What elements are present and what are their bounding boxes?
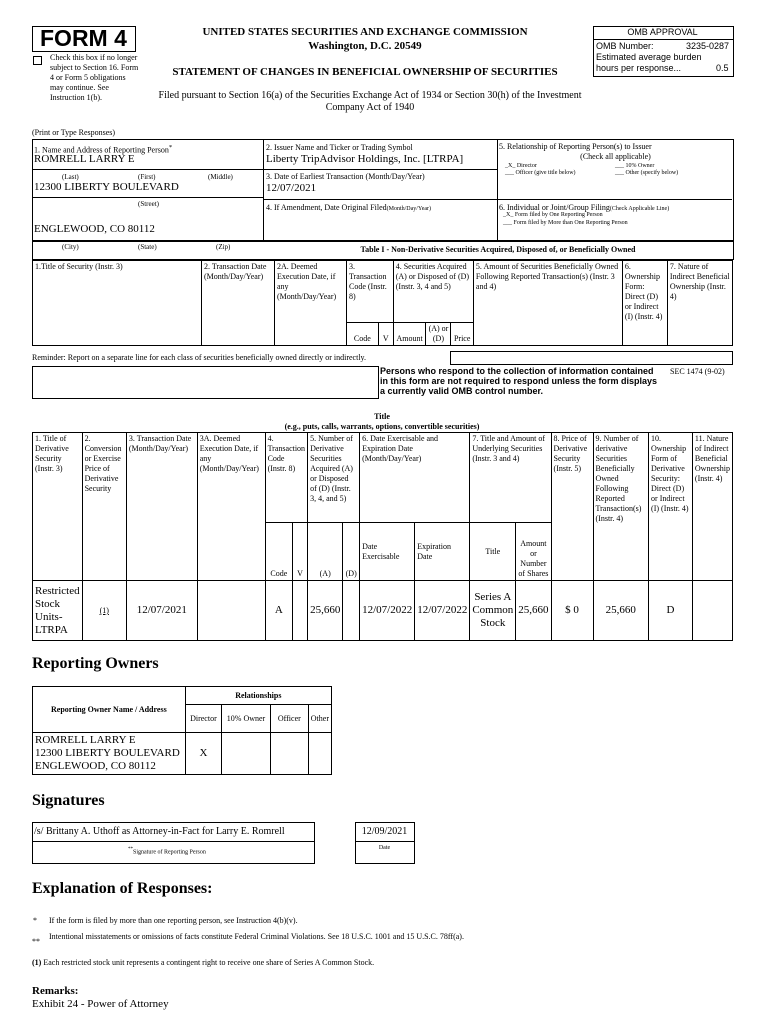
t1-sub-v: V [378,323,393,346]
t1-col-deemed: 2A. Deemed Execution Date, if any (Month/Day/Year) [275,261,347,346]
no-longer-subject-checkbox[interactable] [33,56,42,65]
issuer-name: Liberty TripAdvisor Holdings, Inc. [LTRPA] [266,153,464,165]
t2-h8: 8. Price of Derivative Security (Instr. 5) [551,433,593,581]
omb-number: 3235-0287 [686,41,730,51]
signatures-heading: Signatures [32,792,105,809]
t2-h2: 2. Conversion or Exercise Price of Derivative Security [82,433,126,581]
divider-v2 [497,139,498,240]
signature-label: **Signature of Reporting Person [128,847,206,856]
label-street: (Street) [138,200,159,208]
statement-title: STATEMENT OF CHANGES IN BENEFICIAL OWNERSHIP OF SECURITIES [172,66,558,78]
ro-officer-mark [270,733,308,775]
sec-code: SEC 1474 (9-02) [670,367,725,376]
label-first: (First) [138,173,156,181]
reporter-name: ROMRELL LARRY E [34,153,135,165]
t1-sub-amount: Amount [393,323,426,346]
note-2-mark: ** [32,937,40,946]
t2-sub-title: Title [470,523,516,581]
t2-date-exercisable: 12/07/2022 [360,581,415,641]
t2-owned-following: 25,660 [593,581,649,641]
t1-col-amount: 5. Amount of Securities Beneficially Owned Following Reported Transaction(s) (Instr. 3 and 4) [473,261,622,346]
omb-hours: 0.5 [716,63,729,73]
table-row [33,733,332,775]
ro-other-mark [308,733,331,775]
ro-owner10-mark [222,733,271,775]
reporter-street-line [32,197,263,198]
remarks: Exhibit 24 - Power of Attorney [32,998,169,1010]
t2-h7: 7. Title and Amount of Underlying Securities (Instr. 3 and 4) [470,433,551,523]
remarks-label: Remarks: [32,985,79,997]
agency-name: UNITED STATES SECURITIES AND EXCHANGE COMMISSION [202,26,528,38]
reminder-box-left [32,366,379,399]
t2-h1: 1. Title of Derivative Security (Instr. 3) [33,433,83,581]
ro-owner-city: ENGLEWOOD, CO 80112 [35,760,156,772]
reporter-city: ENGLEWOOD, CO 80112 [34,223,155,235]
t2-h6: 6. Date Exercisable and Expiration Date (Month/Day/Year) [360,433,470,523]
divider-v1 [263,139,264,240]
other-check: ___ Other (specify below) [615,170,679,176]
earliest-date-label: 3. Date of Earliest Transaction (Month/Day/Year) [266,172,425,181]
ro-other: Other [308,705,331,733]
ro-owner10: 10% Owner [222,705,271,733]
ro-owner-name: ROMRELL LARRY E [35,734,136,746]
issuer-line [263,169,497,170]
t2-v [293,581,308,641]
t2-h3a: 3A. Deemed Execution Date, if any (Month/Day/Year) [197,433,265,581]
reporter-label: 1. Name and Address of Reporting Person* [34,144,173,155]
t1-col-date: 2. Transaction Date (Month/Day/Year) [202,261,275,346]
omb-title: OMB APPROVAL [627,27,698,37]
t2-date: 12/07/2021 [126,581,197,641]
joint-filing-label: 6. Individual or Joint/Group Filing(Check Applicable Line) [499,203,670,212]
note-1: If the form is filed by more than one reporting person, see Instruction 4(b)(v). [49,916,298,925]
explanation-heading: Explanation of Responses: [32,880,213,897]
omb-divider [593,39,733,40]
earliest-date: 12/07/2021 [266,182,317,194]
t2-underlying-title: Series A Common Stock [470,581,516,641]
note-3: (1) Each restricted stock unit represents a contingent right to receive one share of Series A Common Stock. [32,958,375,967]
reporting-owners-table [32,686,332,775]
check-all-label: (Check all applicable) [580,152,651,161]
ro-owner-address [33,733,186,775]
t2-sub-d: (D) [343,523,360,581]
amendment-label: 4. If Amendment, Date Original Filed(Month/Day/Year) [266,203,432,212]
director-check: _X_ Director [505,163,537,169]
t2-security: Restricted Stock Units-LTRPA [33,581,83,641]
checkbox-note: Check this box if no longer subject to Section 16. Form 4 or Form 5 obligations may continue. See Instruction 1(b). [50,53,139,102]
ro-relationships: Relationships [185,687,331,705]
earliest-date-line [263,199,497,200]
label-last: (Last) [62,173,79,181]
filed-pursuant: Filed pursuant to Section 16(a) of the Securities Exchange Act of 1934 or Section 30(h) of the Investment Company Act of 1940 [158,90,582,113]
form-title: FORM 4 [40,25,127,51]
table2-title: Title [374,412,390,421]
t2-price: $ 0 [551,581,593,641]
agency-city: Washington, D.C. 20549 [308,40,422,52]
reporter-name-line [32,169,263,170]
t2-ownership-form: D [649,581,693,641]
table2 [32,432,733,641]
reporter-street: 12300 LIBERTY BOULEVARD [34,181,179,193]
t2-acquired: 25,660 [308,581,343,641]
reminder-box-right [450,351,733,365]
reminder: Reminder: Report on a separate line for each class of securities beneficially owned directly or indirectly. [32,353,367,362]
t2-code: A [265,581,292,641]
relationship-label: 5. Relationship of Reporting Person(s) to Issuer [499,142,652,151]
table-row [33,581,733,641]
t1-col-nature: 7. Nature of Indirect Beneficial Ownership (Instr. 4) [667,261,732,346]
t2-h4: 4. Transaction Code (Instr. 8) [265,433,307,523]
label-state: (State) [138,243,157,251]
note-1-mark: * [33,916,37,925]
t2-disposed [343,581,360,641]
label-zip: (Zip) [216,243,231,251]
date-line [355,841,414,842]
t1-col-ownership: 6. Ownership Form: Direct (D) or Indirect (I) (Instr. 4) [622,261,667,346]
t1-sub-price: Price [451,323,473,346]
t2-sub-date-ex: Date Exercisable [360,523,415,581]
ro-col-name: Reporting Owner Name / Address [33,687,186,733]
omb-burden: Estimated average burden [596,52,702,62]
owner10-check: ___ 10% Owner [615,163,655,169]
t2-conversion-footnote[interactable]: (1) [82,581,126,641]
ro-officer: Officer [270,705,308,733]
t2-sub-a: (A) [308,523,343,581]
t2-sub-exp: Expiration Date [415,523,470,581]
t2-sub-v: V [293,523,308,581]
persons-notice: Persons who respond to the collection of information contained in this form are not required to respond unless the form displays a currently valid OMB control number. [380,366,658,396]
signature-date: 12/09/2021 [361,826,408,837]
one-person-check: _X_ Form filed by One Reporting Person [503,212,603,218]
date-label: Date [378,845,391,851]
ro-owner-street: 12300 LIBERTY BOULEVARD [35,747,180,759]
t1-col-acquired: 4. Securities Acquired (A) or Disposed of (D) (Instr. 3, 4 and 5) [393,261,473,323]
note-2: Intentional misstatements or omissions of facts constitute Federal Criminal Violations. See 18 U.S.C. 1001 and 15 U.S.C. 78ff(a). [49,932,464,941]
t2-underlying-amount: 25,660 [516,581,551,641]
reporting-owners-heading: Reporting Owners [32,655,159,672]
t2-h5: 5. Number of Derivative Securities Acquired (A) or Disposed of (D) (Instr. 3, 4, and 5) [308,433,360,523]
relationship-line [497,199,732,200]
signature-line [32,841,314,842]
print-note: (Print or Type Responses) [32,128,116,137]
t1-sub-code: Code [347,323,379,346]
issuer-label: 2. Issuer Name and Ticker or Trading Symbol [266,143,413,152]
t2-deemed [197,581,265,641]
more-person-check: ___ Form filed by More than One Reporting Person [503,220,628,226]
signature-text: /s/ Brittany A. Uthoff as Attorney-in-Fact for Larry E. Romrell [34,826,285,837]
officer-check: ___ Officer (give title below) [505,170,576,176]
t1-sub-aord: (A) or (D) [426,323,451,346]
table2-subtitle: (e.g., puts, calls, warrants, options, convertible securities) [284,422,480,431]
t2-h11: 11. Nature of Indirect Beneficial Ownership (Instr. 4) [692,433,732,581]
t2-nature [692,581,732,641]
t2-sub-amount: Amount or Number of Shares [516,523,551,581]
t2-h10: 10. Ownership Form of Derivative Security: Direct (D) or Indirect (I) (Instr. 4) [649,433,693,581]
omb-hours-label: hours per response... [596,63,682,73]
t2-expiration: 12/07/2022 [415,581,470,641]
label-middle: (Middle) [208,173,233,181]
table1-title: Table I - Non-Derivative Securities Acquired, Disposed of, or Beneficially Owned [360,245,636,254]
omb-number-label: OMB Number: [596,41,654,51]
t2-h9: 9. Number of derivative Securities Beneficially Owned Following Reported Transaction(s) (Instr. 4) [593,433,649,581]
t1-col-code: 3. Transaction Code (Instr. 8) [347,261,394,323]
ro-director-mark: X [185,733,221,775]
t2-sub-code: Code [265,523,292,581]
t2-h3: 3. Transaction Date (Month/Day/Year) [126,433,197,581]
table1 [32,260,733,346]
ro-director: Director [185,705,221,733]
t1-col-title: 1.Title of Security (Instr. 3) [33,261,202,346]
label-city: (City) [62,243,79,251]
